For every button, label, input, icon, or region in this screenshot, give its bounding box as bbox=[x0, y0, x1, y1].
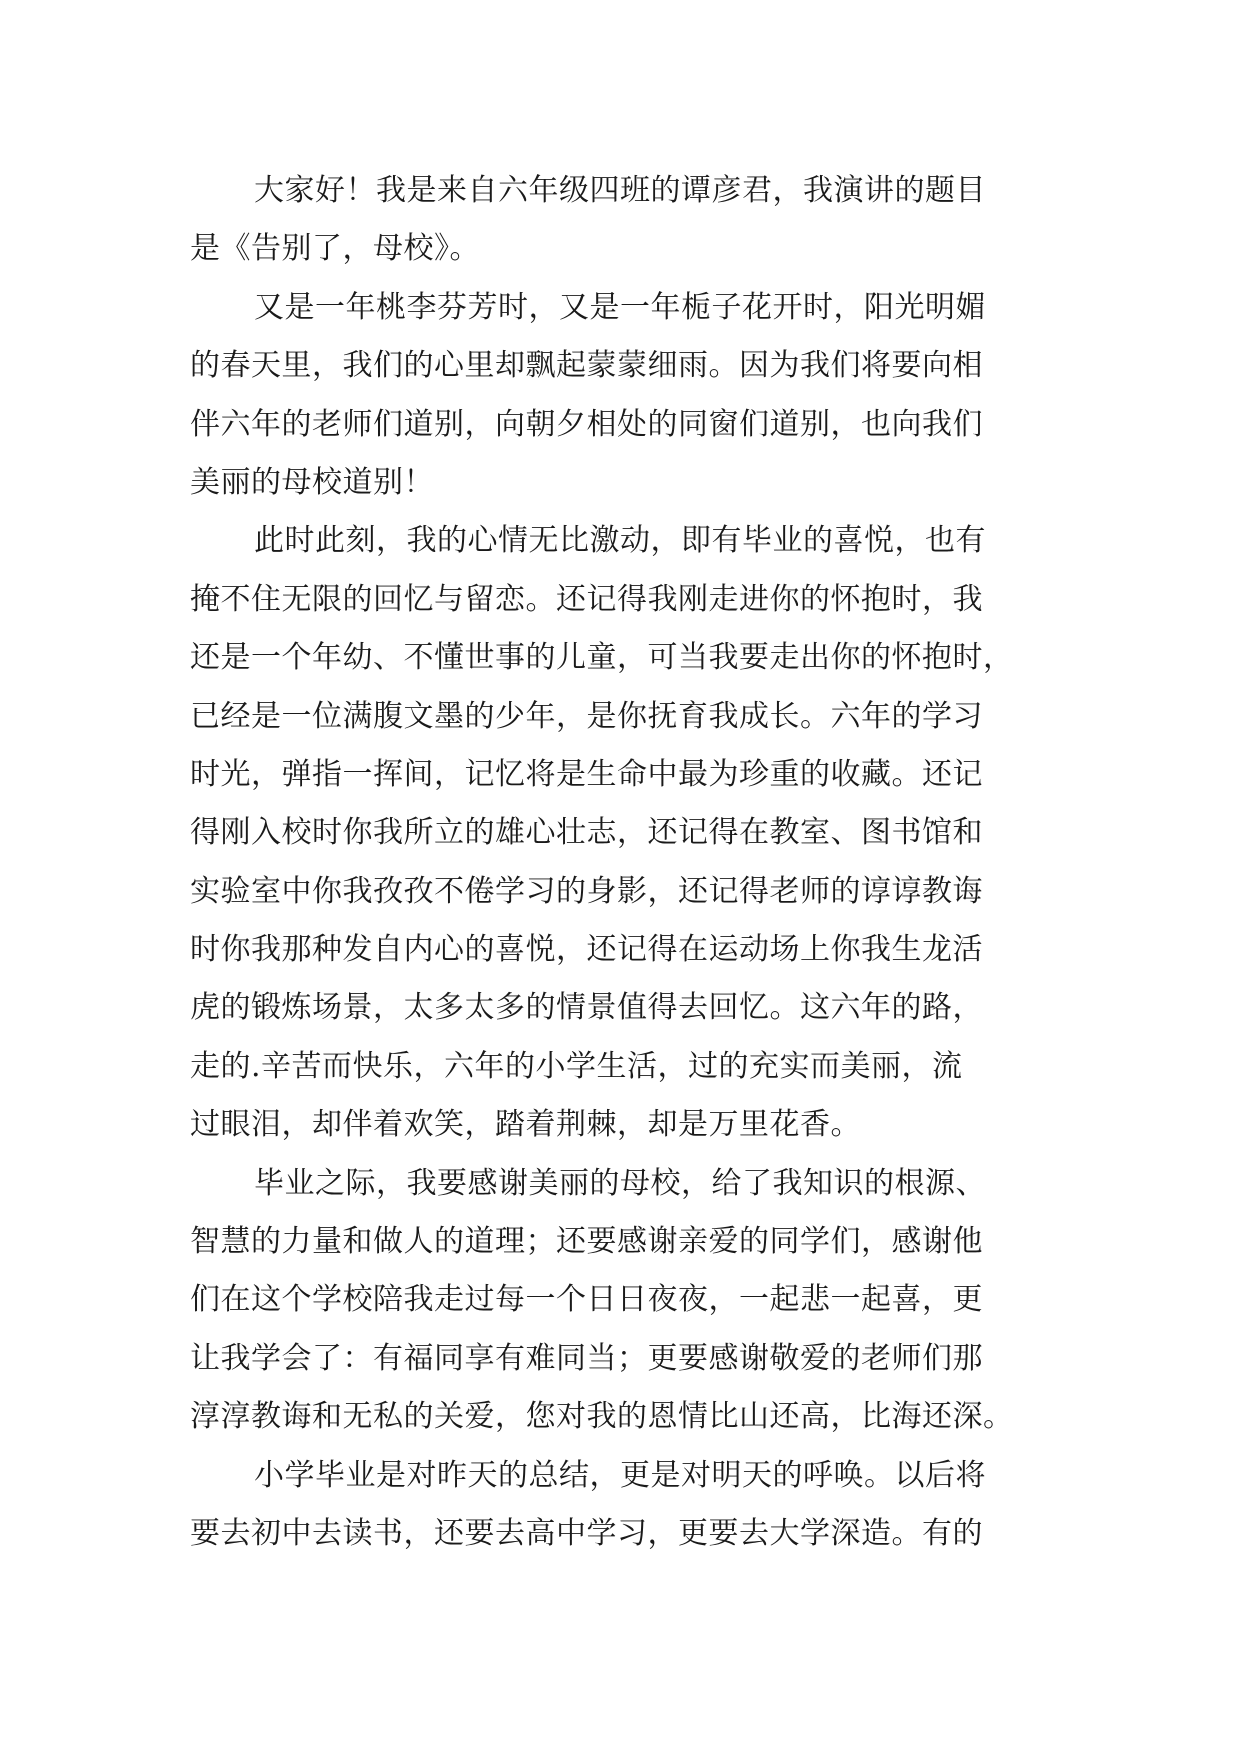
text-line: 又是一年桃李芬芳时，又是一年栀子花开时，阳光明媚 bbox=[254, 289, 986, 325]
text-line: 伴六年的老师们道别，向朝夕相处的同窗们道别，也向我们 bbox=[190, 406, 983, 442]
text-line: 过眼泪，却伴着欢笑，踏着荆棘，却是万里花香。 bbox=[190, 1107, 861, 1143]
text-line: 掩不住无限的回忆与留恋。还记得我刚走进你的怀抱时，我 bbox=[190, 581, 983, 617]
text-line: 时光，弹指一挥间，记忆将是生命中最为珍重的收藏。还记 bbox=[190, 756, 983, 792]
text-line: 得刚入校时你我所立的雄心壮志，还记得在教室、图书馆和 bbox=[190, 815, 983, 851]
speech-text-body bbox=[190, 162, 1050, 1563]
text-line: 们在这个学校陪我走过每一个日日夜夜，一起悲一起喜，更 bbox=[190, 1282, 983, 1318]
text-line: 此时此刻，我的心情无比激动，即有毕业的喜悦，也有 bbox=[254, 523, 986, 559]
text-line: 的春天里，我们的心里却飘起蒙蒙细雨。因为我们将要向相 bbox=[190, 348, 983, 384]
text-line: 要去初中去读书，还要去高中学习，更要去大学深造。有的 bbox=[190, 1515, 983, 1551]
text-line: 小学毕业是对昨天的总结，更是对明天的呼唤。以后将 bbox=[254, 1457, 986, 1493]
text-line: 是《告别了，母校》。 bbox=[190, 231, 480, 267]
text-line: 淳淳教诲和无私的关爱，您对我的恩情比山还高，比海还深。 bbox=[190, 1399, 1014, 1435]
text-line: 实验室中你我孜孜不倦学习的身影，还记得老师的谆谆教诲 bbox=[190, 873, 983, 909]
text-line: 时你我那种发自内心的喜悦，还记得在运动场上你我生龙活 bbox=[190, 932, 983, 968]
text-line: 毕业之际，我要感谢美丽的母校，给了我知识的根源、 bbox=[254, 1165, 986, 1201]
text-line: 美丽的母校道别！ bbox=[190, 464, 434, 500]
text-line: 还是一个年幼、不懂世事的儿童，可当我要走出你的怀抱时， bbox=[190, 640, 1014, 676]
text-line: 智慧的力量和做人的道理；还要感谢亲爱的同学们，感谢他 bbox=[190, 1224, 983, 1260]
text-line: 让我学会了：有福同享有难同当；更要感谢敬爱的老师们那 bbox=[190, 1340, 983, 1376]
text-line: 已经是一位满腹文墨的少年，是你抚育我成长。六年的学习 bbox=[190, 698, 983, 734]
text-line: 虎的锻炼场景，太多太多的情景值得去回忆。这六年的路， bbox=[190, 990, 983, 1026]
text-line: 大家好！我是来自六年级四班的谭彦君，我演讲的题目 bbox=[254, 173, 986, 208]
text-line: 走的.辛苦而快乐，六年的小学生活，过的充实而美丽，流 bbox=[190, 1048, 963, 1084]
